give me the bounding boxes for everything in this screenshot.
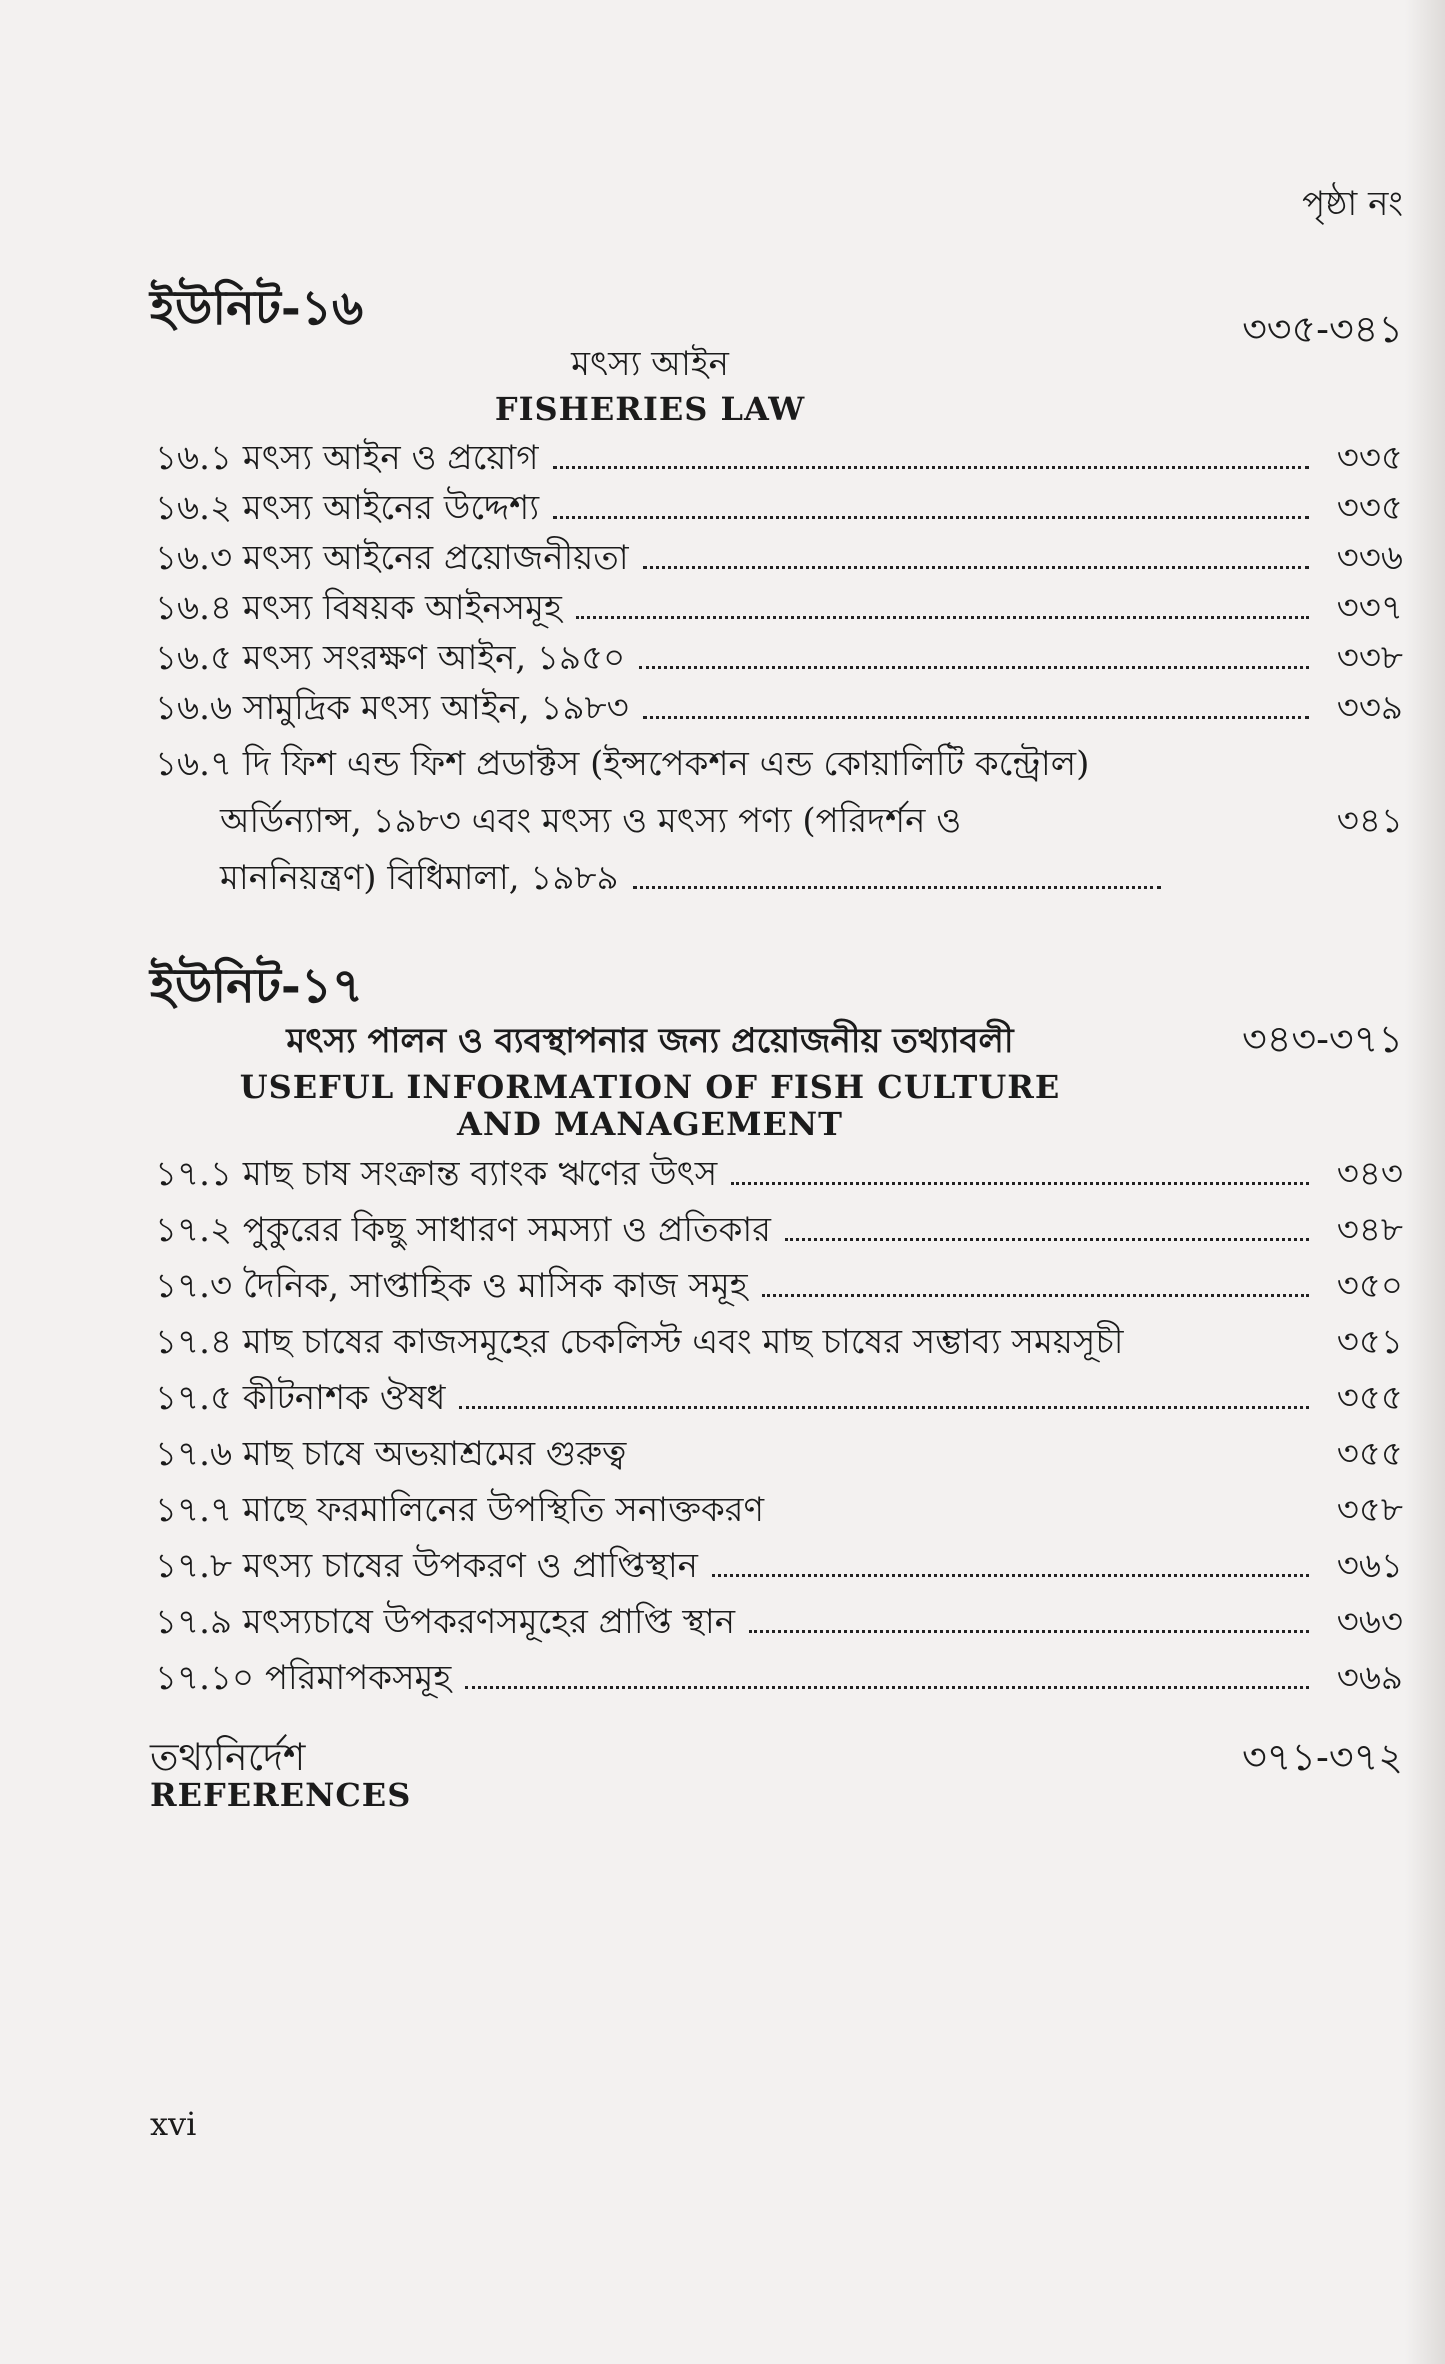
toc-entry[interactable]: ১৭.১০ পরিমাপকসমূহ ৩৬৯ [155,1658,1403,1698]
references-page-range: ৩৭১-৩৭২ [1241,1735,1403,1779]
unit17-page-range: ৩৪৩-৩৭১ [1242,1017,1403,1061]
toc-entry[interactable]: ১৭.৩ দৈনিক, সাপ্তাহিক ও মাসিক কাজ সমূহ ৩৫০ [155,1266,1403,1306]
page-gutter-shadow [1405,0,1445,2364]
toc-entry[interactable]: ১৭.৫ কীটনাশক ঔষধ ৩৫৫ [155,1378,1403,1418]
unit16-page-range: ৩৩৫-৩৪১ [1242,307,1403,351]
toc-entry[interactable]: ১৬.৪ মৎস্য বিষয়ক আইনসমূহ ৩৩৭ [155,588,1403,628]
page-number-column-label: পৃষ্ঠা নং [1302,184,1403,224]
toc-entry-multiline-line3[interactable]: মাননিয়ন্ত্রণ) বিধিমালা, ১৯৮৯ [220,852,1175,902]
toc-entry[interactable]: ১৭.৯ মৎস্যচাষে উপকরণসমূহের প্রাপ্তি স্থান ৩৬৩ [155,1602,1403,1642]
toc-entry[interactable]: ১৬.২ মৎস্য আইনের উদ্দেশ্য ৩৩৫ [155,488,1403,528]
toc-entry[interactable]: ১৭.২ পুকুরের কিছু সাধারণ সমস্যা ও প্রতিকার ৩৪৮ [155,1210,1403,1250]
footer-page-number: xvi [150,2105,197,2143]
unit16-subtitle-en: FISHERIES LAW [494,390,806,428]
toc-entry[interactable]: ১৭.৮ মৎস্য চাষের উপকরণ ও প্রাপ্তিস্থান ৩৬১ [155,1546,1403,1586]
unit17-title: ইউনিট-১৭ [150,958,364,1014]
references-title-en: REFERENCES [150,1776,412,1814]
unit17-subtitle-en-line2: AND MANAGEMENT [457,1105,843,1143]
unit16-subtitle-bn: মৎস্য আইন [571,344,729,384]
unit17-subtitle-en-line1: USEFUL INFORMATION OF FISH CULTURE [239,1068,1061,1106]
unit17-subtitle-bn: মৎস্য পালন ও ব্যবস্থাপনার জন্য প্রয়োজনীয় তথ্যাবলী [286,1021,1014,1061]
toc-entry-multiline-line1[interactable]: ১৬.৭ দি ফিশ এন্ড ফিশ প্রডাক্টস (ইন্সপেকশন এন্ড কোয়ালিটি কন্ট্রোল) [155,744,1090,784]
toc-entry[interactable]: ১৬.৩ মৎস্য আইনের প্রয়োজনীয়তা ৩৩৬ [155,538,1403,578]
toc-entry[interactable]: ১৭.৪ মাছ চাষের কাজসমূহের চেকলিস্ট এবং মাছ চাষের সম্ভাব্য সময়সূচী ৩৫১ [155,1322,1403,1362]
references-title-bn: তথ্যনির্দেশ [150,1735,306,1779]
unit16-title: ইউনিট-১৬ [150,280,364,336]
toc-entry-multiline-line2[interactable]: অর্ডিন্যান্স, ১৯৮৩ এবং মৎস্য ও মৎস্য পণ্য (পরিদর্শন ও ৩৪১ [220,801,1403,841]
toc-entry[interactable]: ১৬.১ মৎস্য আইন ও প্রয়োগ ৩৩৫ [155,438,1403,478]
toc-entry[interactable]: ১৬.৬ সামুদ্রিক মৎস্য আইন, ১৯৮৩ ৩৩৯ [155,688,1403,728]
toc-entry[interactable]: ১৭.১ মাছ চাষ সংক্রান্ত ব্যাংক ঋণের উৎস ৩৪৩ [155,1154,1403,1194]
toc-entry[interactable]: ১৬.৫ মৎস্য সংরক্ষণ আইন, ১৯৫০ ৩৩৮ [155,638,1403,678]
toc-entry[interactable]: ১৭.৭ মাছে ফরমালিনের উপস্থিতি সনাক্তকরণ ৩৫৮ [155,1490,1403,1530]
toc-entry[interactable]: ১৭.৬ মাছ চাষে অভয়াশ্রমের গুরুত্ব ৩৫৫ [155,1434,1403,1474]
